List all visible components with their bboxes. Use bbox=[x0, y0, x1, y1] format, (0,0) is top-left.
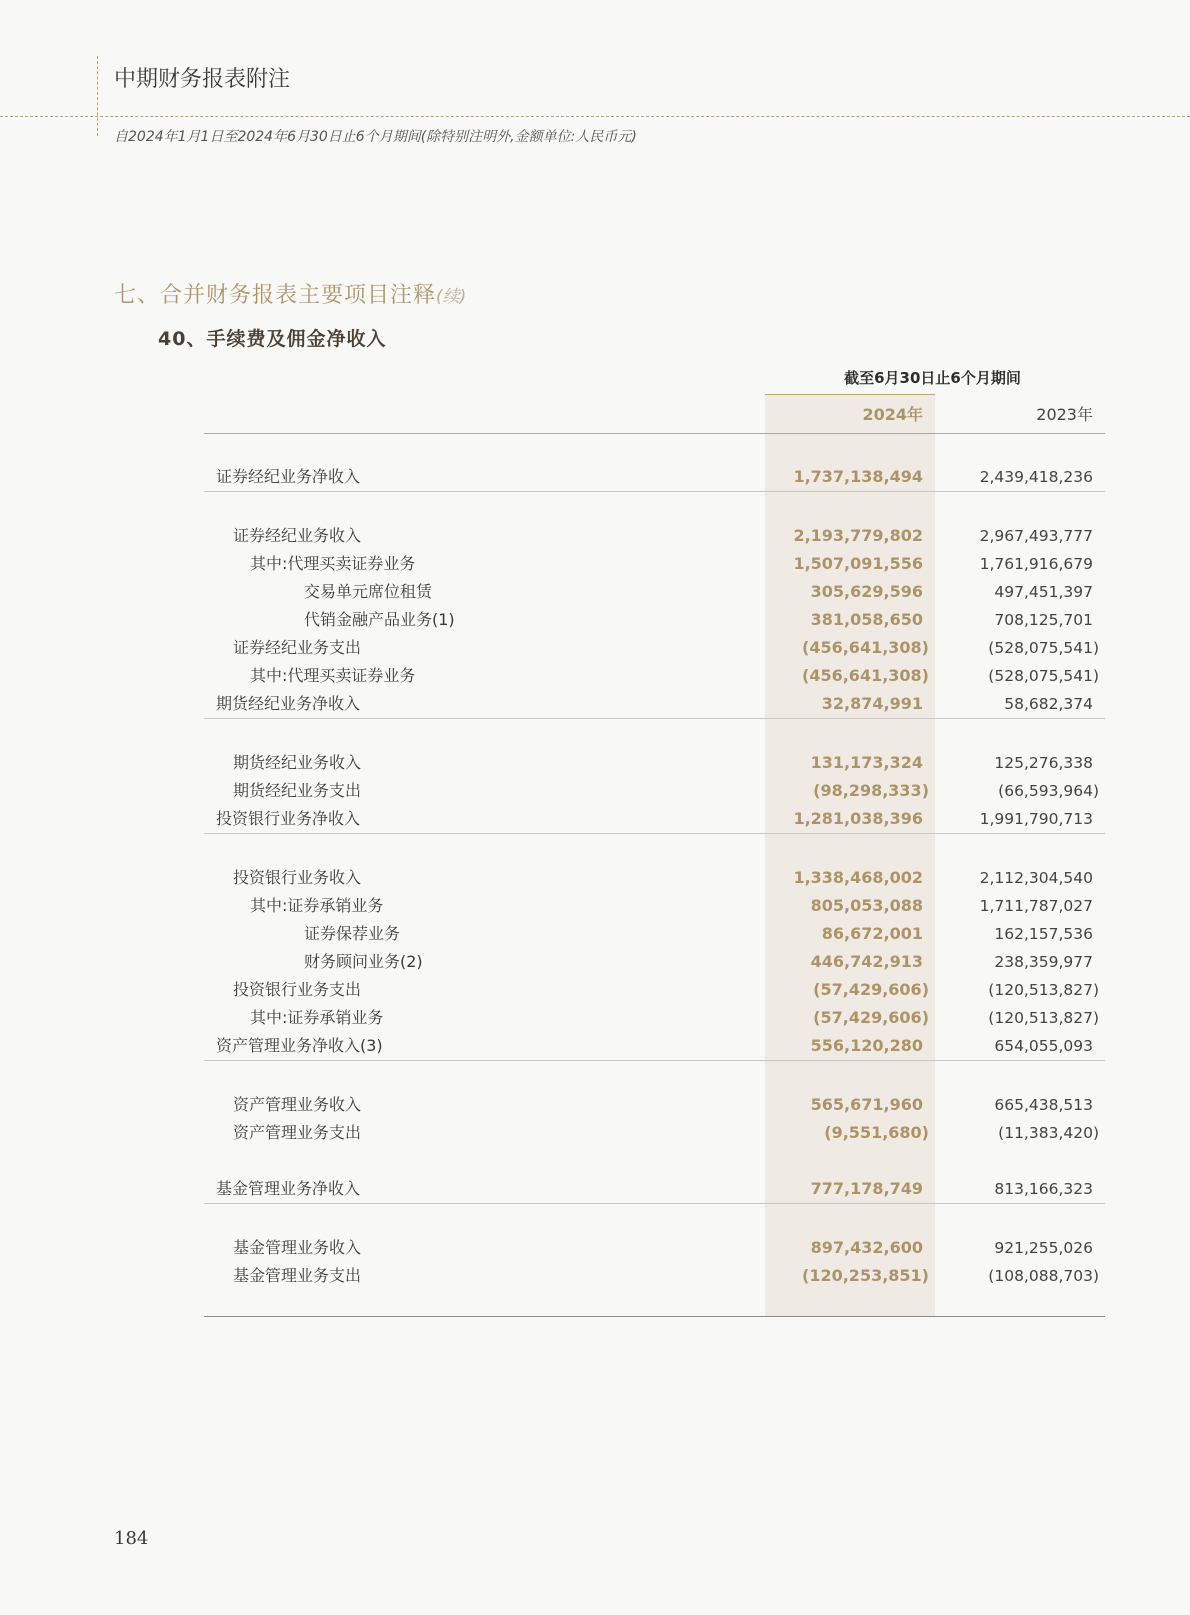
section-title bbox=[114, 278, 466, 309]
table-row bbox=[204, 1119, 1105, 1147]
value-2023: 2,967,493,777 bbox=[979, 527, 1093, 545]
value-2024: 1,737,138,494 bbox=[793, 467, 923, 486]
value-2023: 2,112,304,540 bbox=[979, 869, 1093, 887]
value-2024: 86,672,001 bbox=[821, 924, 923, 943]
row-label: 代销金融产品业务(1) bbox=[304, 610, 455, 629]
header-title: 中期财务报表附注 bbox=[114, 67, 291, 92]
value-2023: 665,438,513 bbox=[994, 1096, 1093, 1114]
value-2024: 777,178,749 bbox=[810, 1179, 923, 1198]
row-label: 证券经纪业务收入 bbox=[233, 526, 362, 545]
value-2024: (456,641,308) bbox=[802, 638, 929, 657]
row-label: 基金管理业务收入 bbox=[233, 1238, 362, 1257]
value-2023: 921,255,026 bbox=[994, 1239, 1093, 1257]
table-row bbox=[204, 662, 1105, 690]
row-label: 基金管理业务支出 bbox=[233, 1266, 362, 1285]
row-label: 投资银行业务收入 bbox=[233, 868, 362, 887]
value-2024: 2,193,779,802 bbox=[793, 526, 923, 545]
value-2024: 1,338,468,002 bbox=[793, 868, 923, 887]
row-label: 投资银行业务净收入 bbox=[216, 809, 361, 828]
value-2023: (528,075,541) bbox=[988, 639, 1099, 657]
value-2023: 2,439,418,236 bbox=[979, 468, 1093, 486]
row-label: 基金管理业务净收入 bbox=[216, 1179, 361, 1198]
value-2024: 1,281,038,396 bbox=[793, 809, 923, 828]
table-header-rule bbox=[204, 433, 1105, 434]
value-2023: (120,513,827) bbox=[988, 1009, 1099, 1027]
value-2023: 708,125,701 bbox=[994, 611, 1093, 629]
table-row bbox=[204, 749, 1105, 777]
table-bottom-rule bbox=[204, 1316, 1105, 1317]
fee-commission-table bbox=[204, 463, 1105, 1290]
subsection-title: 40、手续费及佣金净收入 bbox=[158, 328, 387, 350]
table-row bbox=[204, 690, 1105, 719]
value-2024: (57,429,606) bbox=[813, 980, 929, 999]
page-number: 184 bbox=[114, 1528, 149, 1549]
row-label: 交易单元席位租赁 bbox=[304, 582, 433, 601]
value-2024: (9,551,680) bbox=[824, 1123, 929, 1142]
row-label: 证券经纪业务净收入 bbox=[216, 467, 361, 486]
value-2024: 805,053,088 bbox=[810, 896, 923, 915]
table-row bbox=[204, 1262, 1105, 1290]
table-row bbox=[204, 1234, 1105, 1262]
row-label: 其中:证券承销业务 bbox=[250, 896, 384, 915]
header-horizontal-rule bbox=[0, 116, 1190, 117]
row-label: 证券保荐业务 bbox=[304, 924, 401, 943]
value-2024: 446,742,913 bbox=[810, 952, 923, 971]
value-2023: 1,761,916,679 bbox=[979, 555, 1093, 573]
value-2023: 813,166,323 bbox=[994, 1180, 1093, 1198]
value-2023: (528,075,541) bbox=[988, 667, 1099, 685]
value-2023: 654,055,093 bbox=[994, 1037, 1093, 1055]
row-label: 资产管理业务收入 bbox=[233, 1095, 362, 1114]
table-row bbox=[204, 892, 1105, 920]
row-label: 期货经纪业务收入 bbox=[233, 753, 362, 772]
value-2024: 305,629,596 bbox=[810, 582, 923, 601]
row-label: 资产管理业务支出 bbox=[233, 1123, 362, 1142]
header-subtitle: 自2024年1月1日至2024年6月30日止6个月期间(除特别注明外,金额单位:人民币元) bbox=[114, 129, 637, 145]
table-row bbox=[204, 1004, 1105, 1032]
row-label: 资产管理业务净收入(3) bbox=[216, 1036, 383, 1055]
section-continued: (续) bbox=[436, 287, 467, 307]
value-2024: (456,641,308) bbox=[802, 666, 929, 685]
value-2024: (120,253,851) bbox=[802, 1266, 929, 1285]
table-row bbox=[204, 948, 1105, 976]
value-2024: 32,874,991 bbox=[821, 694, 923, 713]
value-2023: 1,991,790,713 bbox=[979, 810, 1093, 828]
value-2023: 125,276,338 bbox=[994, 754, 1093, 772]
value-2023: 1,711,787,027 bbox=[979, 897, 1093, 915]
table-row bbox=[204, 864, 1105, 892]
table-row bbox=[204, 777, 1105, 805]
column-header-2023: 2023年 bbox=[1036, 405, 1093, 424]
value-2024: 381,058,650 bbox=[810, 610, 923, 629]
row-label: 其中:证券承销业务 bbox=[250, 1008, 384, 1027]
table-row bbox=[204, 1032, 1105, 1061]
row-label: 期货经纪业务支出 bbox=[233, 781, 362, 800]
value-2023: (108,088,703) bbox=[988, 1267, 1099, 1285]
table-row bbox=[204, 634, 1105, 662]
header-vertical-rule bbox=[97, 56, 98, 136]
table-row bbox=[204, 463, 1105, 492]
row-label: 投资银行业务支出 bbox=[233, 980, 362, 999]
highlight-column-top-rule bbox=[765, 394, 935, 395]
row-label: 其中:代理买卖证券业务 bbox=[250, 666, 416, 685]
value-2023: 58,682,374 bbox=[1004, 695, 1093, 713]
value-2024: (98,298,333) bbox=[813, 781, 929, 800]
value-2024: 1,507,091,556 bbox=[793, 554, 923, 573]
value-2023: 162,157,536 bbox=[994, 925, 1093, 943]
value-2023: 238,359,977 bbox=[994, 953, 1093, 971]
row-label: 财务顾问业务(2) bbox=[304, 952, 423, 971]
table-row bbox=[204, 606, 1105, 634]
value-2024: (57,429,606) bbox=[813, 1008, 929, 1027]
period-header: 截至6月30日止6个月期间 bbox=[844, 369, 1021, 387]
row-label: 其中:代理买卖证券业务 bbox=[250, 554, 416, 573]
value-2023: (11,383,420) bbox=[998, 1124, 1099, 1142]
value-2024: 131,173,324 bbox=[810, 753, 923, 772]
value-2024: 556,120,280 bbox=[810, 1036, 923, 1055]
value-2023: (66,593,964) bbox=[998, 782, 1099, 800]
row-label: 证券经纪业务支出 bbox=[233, 638, 362, 657]
column-header-2024: 2024年 bbox=[862, 405, 923, 424]
table-row bbox=[204, 522, 1105, 550]
section-title-text: 七、合并财务报表主要项目注释 bbox=[114, 283, 437, 308]
table-row bbox=[204, 1091, 1105, 1119]
table-row bbox=[204, 805, 1105, 834]
table-row bbox=[204, 1175, 1105, 1204]
table-row bbox=[204, 976, 1105, 1004]
value-2023: 497,451,397 bbox=[994, 583, 1093, 601]
value-2024: 897,432,600 bbox=[810, 1238, 923, 1257]
table-row bbox=[204, 550, 1105, 578]
row-label: 期货经纪业务净收入 bbox=[216, 694, 361, 713]
value-2023: (120,513,827) bbox=[988, 981, 1099, 999]
table-row bbox=[204, 578, 1105, 606]
value-2024: 565,671,960 bbox=[810, 1095, 923, 1114]
table-row bbox=[204, 920, 1105, 948]
